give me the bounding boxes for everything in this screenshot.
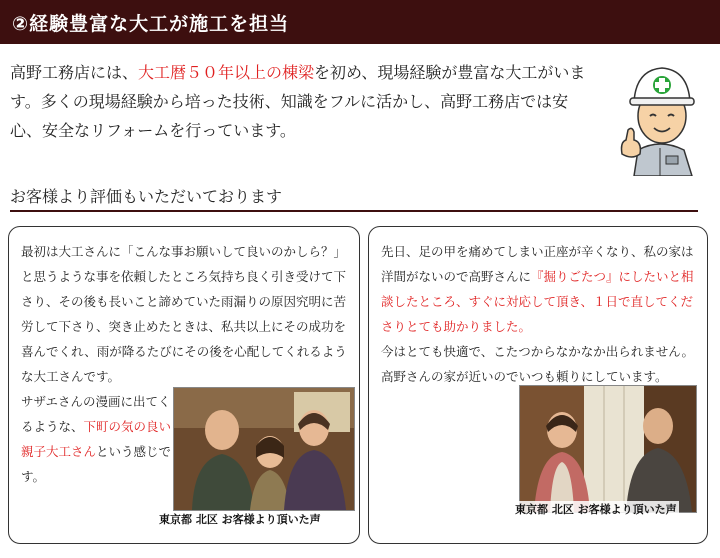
customer-photo-image xyxy=(520,386,696,512)
photo-caption: 東京都 北区 お客様より頂いた声 xyxy=(515,503,677,516)
reviews-heading: お客様より評価もいただいております xyxy=(10,187,283,206)
customer-photo xyxy=(173,387,355,511)
customer-photo xyxy=(519,385,697,513)
intro-highlight: 大工暦５０年以上の棟梁 xyxy=(138,63,315,82)
carpenter-mascot-icon xyxy=(612,58,708,176)
review-text-part: 今はとても快適で、こたつからなかなか出られません。高野さんの家が近いのでいつも頼りにしています。 xyxy=(381,344,695,384)
review-card xyxy=(368,226,708,544)
intro-part2: を初め、現場経験が豊富な大工がいます。多くの現場経験から培った技術、知識をフルに活かし、高野工務店では安心、安全なリフォームを行っています。 xyxy=(10,63,586,140)
section-header xyxy=(0,0,720,44)
customer-photo-image xyxy=(174,388,354,510)
review-text-part: という感じです。 xyxy=(21,444,172,484)
divider xyxy=(10,210,698,212)
intro-part1: 高野工務店には、 xyxy=(10,63,139,82)
review-card xyxy=(8,226,360,544)
photo-caption: 東京都 北区 お客様より頂いた声 xyxy=(159,513,321,526)
review-highlight: 『掘りごたつ』にしたいと相談したところ、すぐに対応して頂き、１日で直してくださりとても助かりました。 xyxy=(381,269,694,334)
review-text xyxy=(381,239,699,389)
review-text-side xyxy=(21,389,173,489)
review-text-part: サザエさんの漫画に出てくるような、 xyxy=(21,394,171,434)
section-title: ②経験豊富な大工が施工を担当 xyxy=(12,13,290,35)
review-text: 最初は大工さんに「こんな事お願いして良いのかしら？」と思うような事を依頼したところ気持ち良く引き受けて下さり、その後も長いこと諦めていた雨漏りの原因究明に苦労して下さり、突き止めたときは、私共以上にその成功を喜んでくれ、雨が降るたびにその後を心配してくれるような大工さんです。 xyxy=(21,244,347,384)
intro-text xyxy=(10,58,590,145)
review-text-part: 先日、足の甲を痛めてしまい正座が辛くなり、私の家は洋間がないので高野さんに xyxy=(381,244,694,284)
review-highlight: 下町の気の良い親子大工さん xyxy=(21,419,172,459)
